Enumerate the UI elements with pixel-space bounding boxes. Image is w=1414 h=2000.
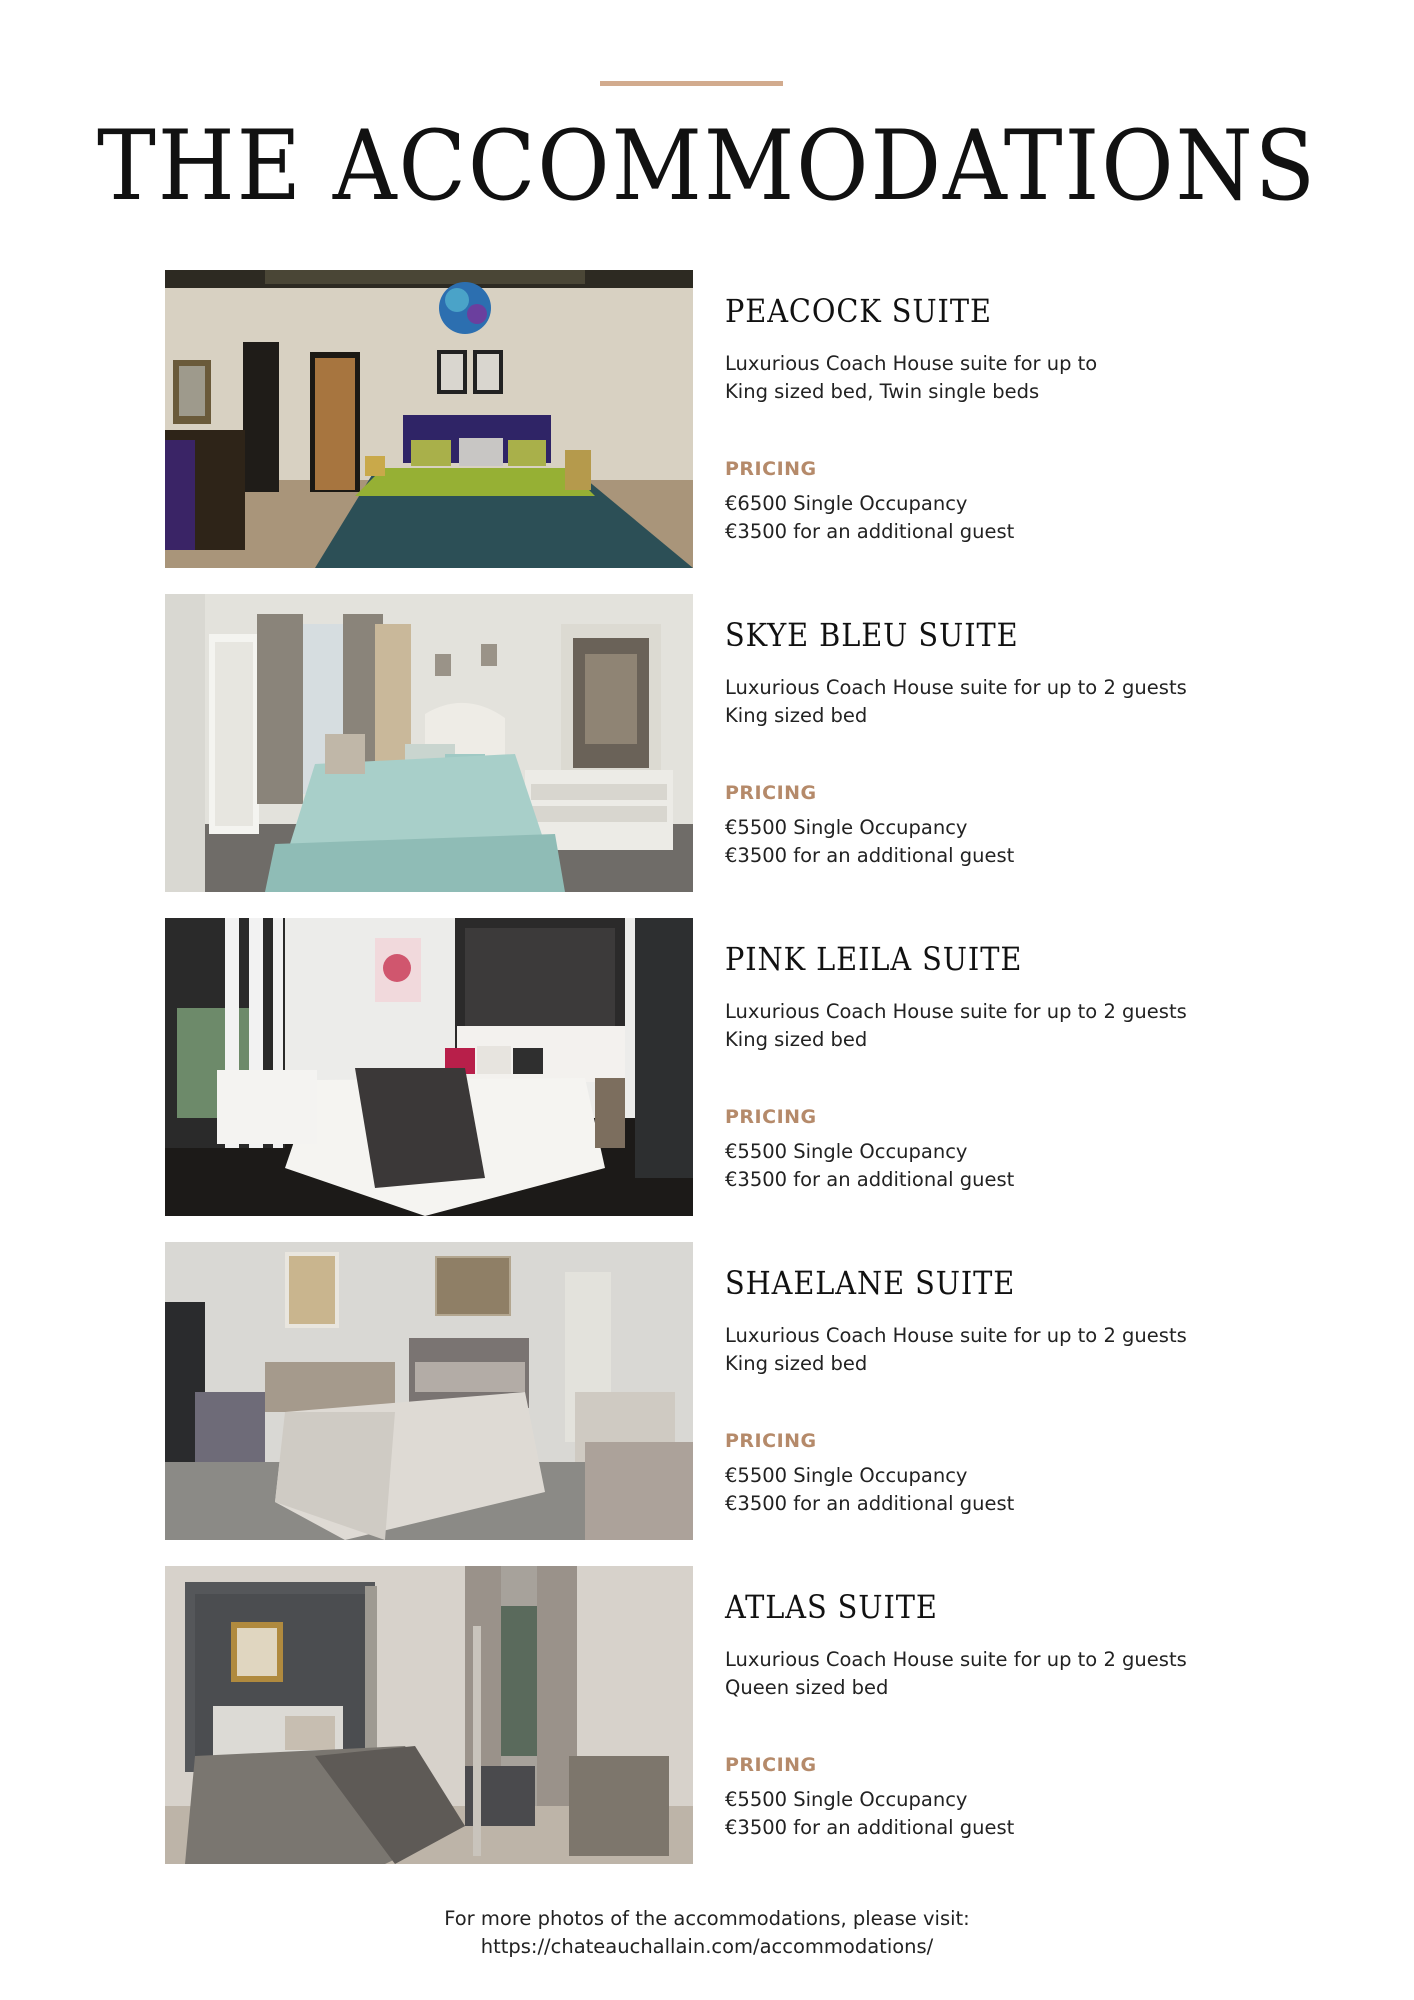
suite-atlas [165, 1566, 1265, 1864]
suite-name: ATLAS SUITE [725, 1588, 938, 1626]
suite-photo-shaelane [165, 1242, 693, 1540]
suite-description: Luxurious Coach House suite for up to 2 guests Queen sized bed [725, 1648, 1187, 1699]
title-accent-rule [600, 81, 783, 86]
suite-shaelane [165, 1242, 1265, 1540]
suite-description: Luxurious Coach House suite for up to 2 guests King sized bed [725, 1324, 1187, 1375]
suite-name: SKYE BLEU SUITE [725, 616, 1019, 654]
suite-photo-peacock [165, 270, 693, 568]
suite-skye-bleu [165, 594, 1265, 892]
suite-pricing: €5500 Single Occupancy €3500 for an additional guest [725, 1464, 1015, 1515]
suite-pricing: €6500 Single Occupancy €3500 for an additional guest [725, 492, 1015, 543]
suite-description: Luxurious Coach House suite for up to 2 guests King sized bed [725, 1000, 1187, 1051]
suite-name: PEACOCK SUITE [725, 292, 992, 330]
suite-description: Luxurious Coach House suite for up to King sized bed, Twin single beds [725, 352, 1098, 403]
page-title: THE ACCOMMODATIONS [97, 110, 1317, 222]
pricing-label: PRICING [725, 782, 817, 804]
suite-peacock [165, 270, 1265, 568]
footer-text: For more photos of the accommodations, please visit: [444, 1907, 970, 1930]
footer [0, 1905, 1414, 1961]
pricing-label: PRICING [725, 1106, 817, 1128]
suite-photo-pink-leila [165, 918, 693, 1216]
suite-pricing: €5500 Single Occupancy €3500 for an additional guest [725, 1788, 1015, 1839]
suite-pink-leila [165, 918, 1265, 1216]
pricing-label: PRICING [725, 1430, 817, 1452]
pricing-label: PRICING [725, 458, 817, 480]
suite-pricing: €5500 Single Occupancy €3500 for an additional guest [725, 1140, 1015, 1191]
suite-name: SHAELANE SUITE [725, 1264, 1016, 1302]
suite-description: Luxurious Coach House suite for up to 2 guests King sized bed [725, 676, 1187, 727]
suite-pricing: €5500 Single Occupancy €3500 for an additional guest [725, 816, 1015, 867]
suite-photo-skye-bleu [165, 594, 693, 892]
suite-name: PINK LEILA SUITE [725, 940, 1023, 978]
suite-photo-atlas [165, 1566, 693, 1864]
accommodations-link[interactable]: https://chateauchallain.com/accommodations/ [480, 1935, 934, 1958]
pricing-label: PRICING [725, 1754, 817, 1776]
